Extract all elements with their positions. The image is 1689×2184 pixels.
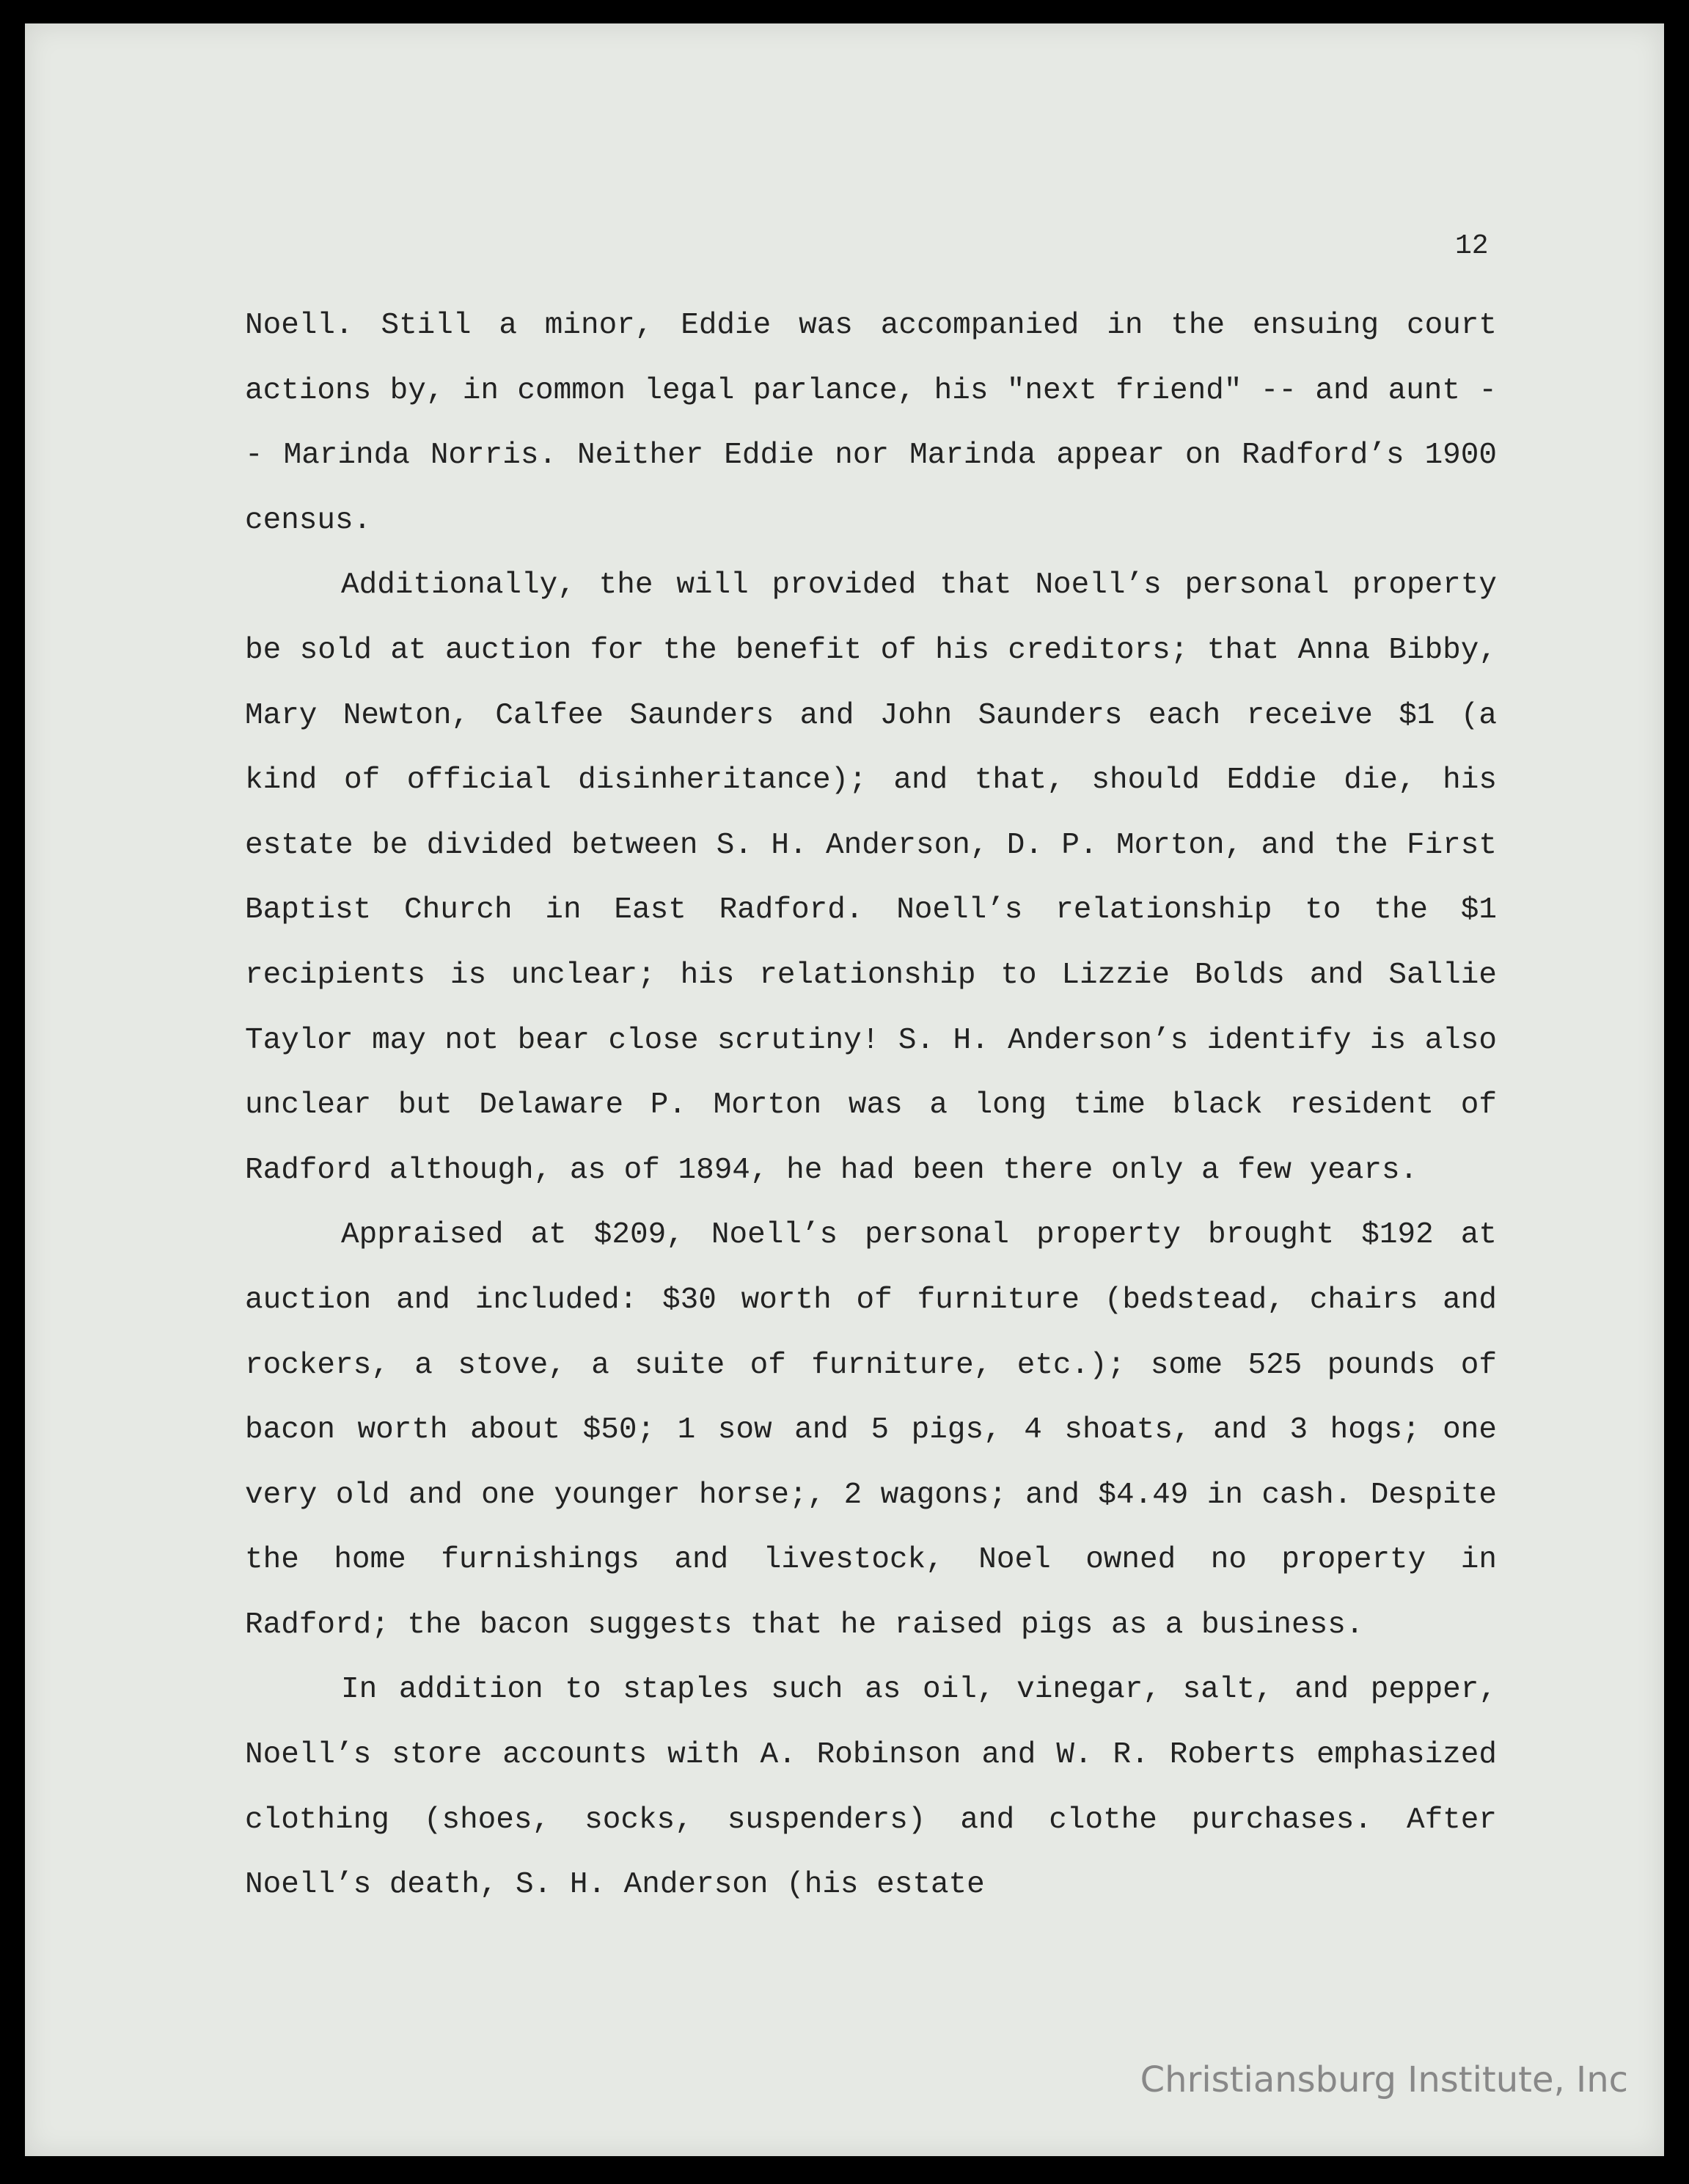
document-page (25, 23, 1664, 2156)
watermark: Christiansburg Institute, Inc (1140, 2059, 1628, 2100)
paragraph-4: In addition to staples such as oil, vinegar, salt, and pepper, Noell’s store accounts with A. Robinson and W. R. Roberts emphasized clothing (shoes, socks, suspenders) and clothe purchases. After Noell’s death, S. H. Anderson (his estate (245, 1673, 1497, 1902)
paragraph-3: Appraised at $209, Noell’s personal property brought $192 at auction and included: $30 worth of furniture (bedstead, chairs and rockers, a stove, a suite of furniture, etc.); some 525 pounds of bacon worth about $50; 1 sow and 5 pigs, 4 shoats, and 3 hogs; one very old and one younger horse;, 2 wagons; and $4.49 in cash. Despite the home furnishings and livestock, Noel owned no property in Radford; the bacon suggests that he raised pigs as a business. (245, 1218, 1497, 1642)
body-text (245, 293, 1497, 1918)
paragraph-2: Additionally, the will provided that Noell’s personal property be sold at auction for the benefit of his creditors; that Anna Bibby, Mary Newton, Calfee Saunders and John Saunders each receive $1 (a kind of official disinheritance); and that, should Eddie die, his estate be divided between S. H. Anderson, D. P. Morton, and the First Baptist Church in East Radford. Noell’s relationship to the $1 recipients is unclear; his relationship to Lizzie Bolds and Sallie Taylor may not bear close scrutiny! S. H. Anderson’s identify is also unclear but Delaware P. Morton was a long time black resident of Radford although, as of 1894, he had been there only a few years. (245, 568, 1497, 1187)
page-number: 12 (1455, 230, 1489, 262)
paragraph-1: Noell. Still a minor, Eddie was accompanied in the ensuing court actions by, in common legal parlance, his "next friend" -- and aunt -- Marinda Norris. Neither Eddie nor Marinda appear on Radford’s 1900 census. (245, 309, 1497, 538)
